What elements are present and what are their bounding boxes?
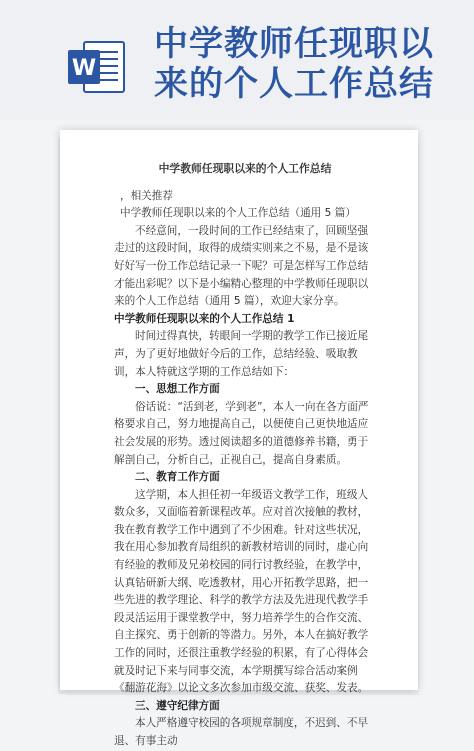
heading-education: 二、教育工作方面: [135, 471, 220, 484]
banner-title-line1: 中学教师任现职以: [154, 24, 434, 64]
section-intro: 时间过得真快，转眼间一学期的教学工作已接近尾声，为了更好地做好今后的工作，总结经验、吸取教训，本人特就这学期的工作总结如下：: [114, 330, 369, 378]
banner: [0, 0, 474, 120]
word-document-icon: [66, 36, 128, 98]
paragraph-thought: 俗话说：“活到老，学到老”，本人一向在各方面严格要求自己，努力地提高自己，以便使自己更快地适应社会发展的形势。透过阅读超多的道德修养书籍，勇于解剖自己，分析自己，正视自己，提高自身素质。: [114, 400, 369, 466]
section-title: 中学教师任现职以来的个人工作总结 1: [114, 312, 295, 325]
heading-thought: 一、思想工作方面: [135, 383, 220, 396]
heading-discipline: 三、遵守纪律方面: [135, 699, 220, 712]
intro-paragraph: 不经意间，一段时间的工作已经结束了，回顾坚强走过的这段时间，取得的成绩实则来之不易，是不是该好好写一份工作总结记录一下呢？可是怎样写工作总结才能出彩呢？以下是小编精心整理的中学教师任现职以来的个人工作总结（通用 5 篇），欢迎大家分享。: [114, 224, 369, 308]
word-logo-letter: W: [71, 56, 97, 81]
document-content: [114, 160, 376, 751]
related-label: ，相关推荐: [120, 189, 173, 202]
banner-title-line2: 来的个人工作总结: [154, 64, 434, 104]
paragraph-education: 这学期，本人担任初一年级语文教学工作，班级人数众多，又面临着新课程改革。应对首次接触的教材，我在教育教学工作中遇到了不少困难。针对这些状况，我在用心参加教育局组织的新教材培训的同时，虚心向有经验的教师及兄弟校园的同行讨教经验，在教学中，认真钻研新大纲、吃透教材，用心开拓教学思路，把一些先进的教学理论、科学的教学方法及先进现代教学手段灵活运用于课堂教学中，努力培养学生的合作交流、自主探究、勇于创新的等潜力。另外，本人在搞好教学工作的同时，还很注重教学经验的积累，有了心得体会就及时记下来与同事交流，本学期撰写综合活动案例《翻游花海》以论文多次参加市级交流、获奖、发表。: [114, 488, 369, 695]
banner-title: [154, 24, 474, 104]
paragraph-discipline: 本人严格遵守校园的各项规章制度，不迟到、不早退、有事主动: [114, 717, 369, 747]
document-title: 中学教师任现职以来的个人工作总结: [158, 162, 332, 175]
related-link[interactable]: 中学教师任现职以来的个人工作总结（通用 5 篇）: [120, 207, 356, 220]
